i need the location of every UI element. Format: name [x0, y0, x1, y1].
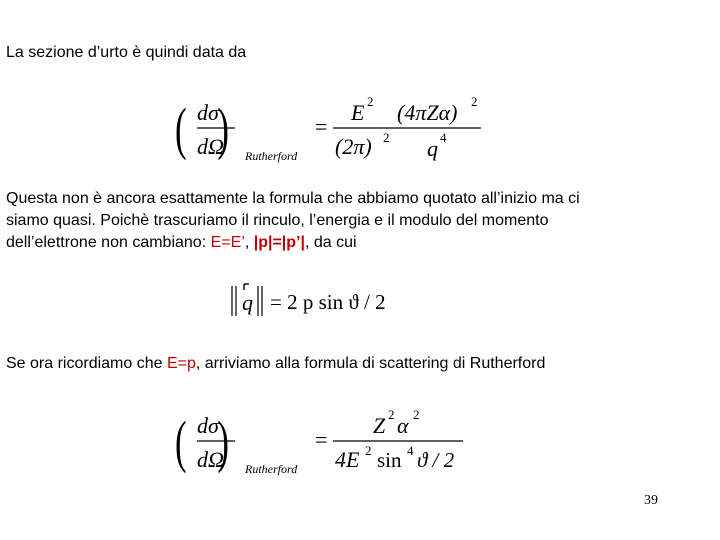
denominator-4e: 4E: [335, 447, 360, 472]
d-sigma: dσ: [197, 100, 219, 125]
paragraph-2: [6, 188, 580, 254]
denominator-factor: (2π): [335, 134, 372, 159]
denominator-q: q: [427, 136, 438, 161]
separator: ,: [244, 234, 254, 251]
momentum-equality: |p|=|p’|: [253, 234, 305, 251]
numerator-factor-power: 2: [471, 94, 478, 109]
subscript-rutherford: Rutherford: [245, 462, 298, 476]
left-paren: (: [175, 97, 187, 162]
numerator-factor: (4πZα): [397, 100, 458, 125]
d-omega: dΩ: [197, 134, 224, 159]
numerator-z-power: 2: [388, 407, 395, 422]
denominator-sin: sin: [377, 448, 402, 472]
intro-line: [6, 42, 246, 64]
paragraph-2-line-1: Questa non è ancora esattamente la formula che abbiamo quotato all’inizio ma ci: [6, 190, 580, 207]
numerator-e: E: [351, 100, 365, 125]
d-sigma: dσ: [197, 413, 219, 438]
denominator-factor-power: 2: [383, 130, 390, 145]
right-paren: ): [217, 410, 229, 475]
intro-text: La sezione d’urto è quindi data da: [6, 44, 247, 61]
numerator-alpha: α: [397, 413, 409, 438]
numerator-e-power: 2: [367, 94, 374, 109]
paragraph-2-line-3-post: , da cui: [304, 234, 357, 251]
right-paren: ): [217, 97, 229, 162]
denominator-theta-half: ϑ / 2: [417, 448, 455, 472]
paragraph-2-line-3-pre: dell’elettrone non cambiano:: [6, 234, 211, 251]
rutherford-formula: [175, 405, 475, 486]
left-paren: (: [175, 410, 187, 475]
paragraph-2-line-3: [6, 232, 580, 254]
denominator-q-power: 4: [440, 130, 447, 145]
cross-section-equation: [175, 92, 495, 173]
energy-equality: E=E’: [210, 234, 245, 251]
q-vector: q: [242, 290, 253, 315]
momentum-transfer-equation: [228, 280, 408, 327]
denominator-e-power: 2: [365, 443, 372, 458]
numerator-z: Z: [373, 413, 386, 438]
rutherford-intro: [6, 353, 545, 375]
d-omega: dΩ: [197, 447, 224, 472]
numerator-alpha-power: 2: [413, 407, 420, 422]
equals-sign: =: [315, 114, 328, 139]
e-equals-p: E=p: [166, 355, 196, 372]
momentum-rhs: = 2 p sin ϑ / 2: [270, 290, 386, 314]
page-number: 39: [644, 493, 658, 508]
rutherford-intro-post: , arriviamo alla formula di scattering di Rutherford: [195, 355, 546, 372]
subscript-rutherford: Rutherford: [245, 149, 298, 163]
denominator-sin-power: 4: [407, 443, 414, 458]
rutherford-intro-pre: Se ora ricordiamo che: [6, 355, 167, 372]
paragraph-2-line-2: siamo quasi. Poichè trascuriamo il rinculo, l’energia e il modulo del momento: [6, 212, 549, 229]
equals-sign: =: [315, 427, 328, 452]
